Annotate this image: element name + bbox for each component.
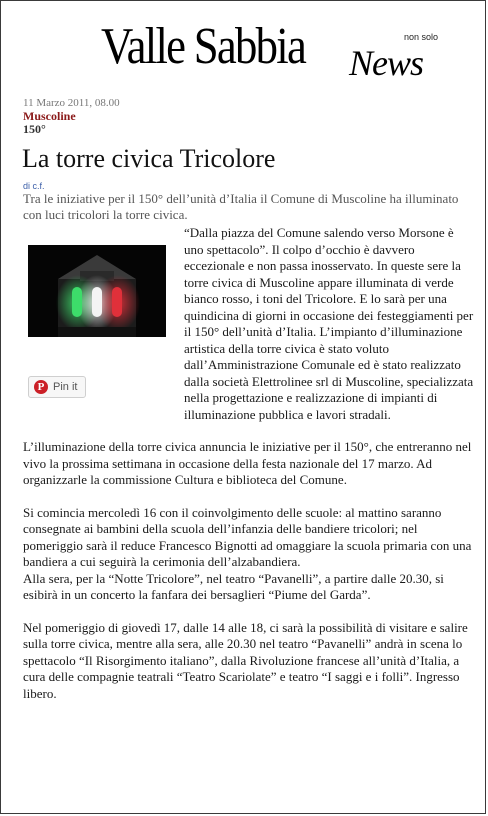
article-meta <box>23 97 120 136</box>
body-paragraph: L’illuminazione della torre civica annuncia le iniziative per il 150°, che entreranno nel vivo la prossima settimana in occasione della festa nazionale del 17 marzo. Ad organizzarle la commissione Cultura e biblioteca del Comune. <box>23 439 472 487</box>
pinterest-icon: P <box>34 380 48 394</box>
article-lead: Tra le iniziative per il 150° dell’unità d’Italia il Comune di Muscoline ha illuminato con luci tricolori la torre civica. <box>23 191 459 222</box>
article-tag: 150° <box>23 122 46 136</box>
body-paragraph: Alla sera, per la “Notte Tricolore”, nel teatro “Pavanelli”, a partire dalle 20.30, si esibirà in un concerto la fanfara dei bersaglieri “Piume del Garda”. <box>23 570 444 602</box>
logo-news: News <box>349 43 424 83</box>
article-category-link[interactable]: Muscoline <box>23 109 76 123</box>
body-paragraph: “Dalla piazza del Comune salendo verso Morsone è uno spettacolo”. Il colpo d’occhio è davvero eccezionale e non passa inosservato. In queste sere la torre civica di Muscoline appare illuminata di verde bianco rosso, i toni del Tricolore. E lo sarà per una quindicina di giorni in occasione dei festeggiamenti per il 150° dell’unità d’Italia. L’impianto d’illuminazione artistica della torre civica è stato voluto dall’Amministrazione Comunale ed è stato realizzato dalla società Elettrolinee srl di Muscoline, specializzata nella progettazione e realizzazione di impianti di illuminazione pubblica e lavori stradali. <box>184 225 474 422</box>
body-paragraph: Nel pomeriggio di giovedì 17, dalle 14 alle 18, ci sarà la possibilità di visitare e salire sulla torre civica, mentre alla sera, alle 20.30 nel teatro “Pavanelli” andrà in scena lo spettacolo “Il Risorgimento italiano”, dalla Rivoluzione francese all’unità d’Italia, a cura delle compagnie teatrali “Teatro Scariolate” e teatro “I saggi e i folli”. Ingresso libero. <box>23 619 468 701</box>
body-paragraph: Si comincia mercoledì 16 con il coinvolgimento delle scuole: al mattino saranno consegnate ai bambini della scuola dell’infanzia delle bandiere tricolori; nel pomeriggio sarà il reduce Francesco Bignotti ad omaggiare la scuola primaria con una bandiera a cui seguirà la cerimonia dell’alzabandiera. <box>23 504 472 569</box>
logo-nonsolo: non solo <box>404 32 439 42</box>
site-logo[interactable] <box>101 17 441 81</box>
author-name-link[interactable]: c.f. <box>32 181 45 191</box>
illuminated-tower-image <box>28 245 166 337</box>
article-photo[interactable] <box>28 245 166 337</box>
pin-it-button[interactable] <box>28 376 86 398</box>
author-prefix: di <box>23 181 31 191</box>
logo-title: Valle Sabbia <box>101 18 306 75</box>
article-author <box>23 181 45 191</box>
article-title: La torre civica Tricolore <box>22 144 276 173</box>
pin-it-label: Pin it <box>53 381 78 393</box>
article-date: 11 Marzo 2011, 08.00 <box>23 97 120 109</box>
